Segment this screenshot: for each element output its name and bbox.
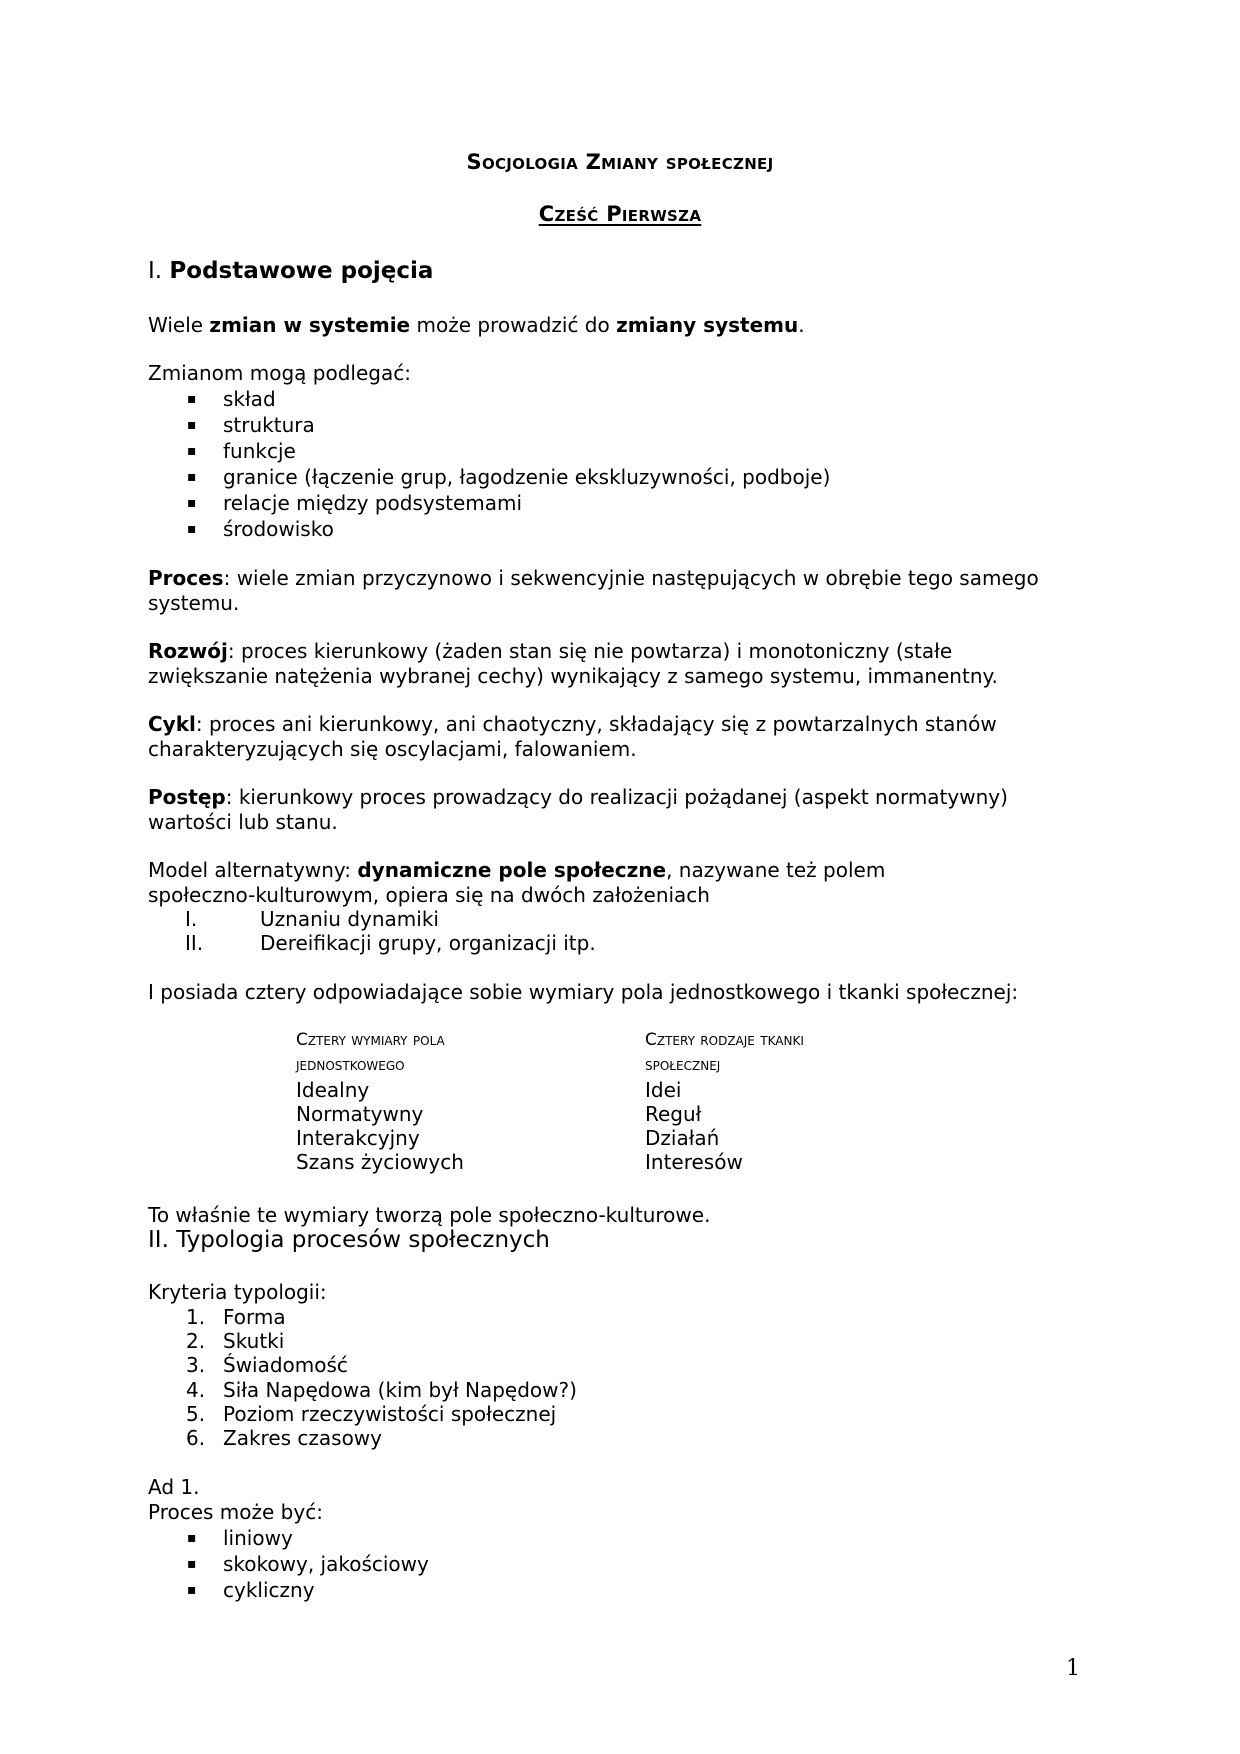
list-item: Świadomość xyxy=(223,1353,348,1377)
section-1-heading xyxy=(148,258,433,284)
roman-number: II. xyxy=(185,931,204,955)
section-1-title: Podstawowe pojęcia xyxy=(169,258,434,284)
model-paragraph-cont: społeczno-kulturowym, opiera się na dwóch założeniach xyxy=(148,883,710,907)
document-subtitle: Cześć Pierwsza xyxy=(538,202,702,226)
dimensions-intro: I posiada cztery odpowiadające sobie wymiary pola jednostkowego i tkanki społecznej: xyxy=(148,980,1019,1004)
list-number: 2. xyxy=(186,1329,206,1353)
definition-cykl: Cykl: proces ani kierunkowy, ani chaotyczny, składający się z powtarzalnych stanów xyxy=(148,712,997,736)
page-number: 1 xyxy=(1066,1656,1080,1681)
bullet-icon: ▪ xyxy=(187,1530,197,1546)
list-item: granice (łączenie grup, łagodzenie ekskluzywności, podboje) xyxy=(223,465,831,489)
list-number: 6. xyxy=(186,1426,206,1450)
list-number: 5. xyxy=(186,1402,206,1426)
list-item: skład xyxy=(223,387,276,411)
list-item: cykliczny xyxy=(223,1578,315,1602)
list-item: skokowy, jakościowy xyxy=(223,1552,429,1576)
dimensions-outro: To właśnie te wymiary tworzą pole społeczno-kulturowe. xyxy=(148,1203,711,1227)
bullet-icon: ▪ xyxy=(187,1556,197,1572)
table-header: Cztery rodzaje tkanki xyxy=(645,1030,804,1050)
section-1-number: I. xyxy=(148,258,163,284)
list-item: środowisko xyxy=(223,517,334,541)
list-number: 1. xyxy=(186,1305,206,1329)
definition-proces-cont: systemu. xyxy=(148,591,240,615)
list-item: Dereifikacji grupy, organizacji itp. xyxy=(260,931,596,955)
bullet-icon: ▪ xyxy=(187,521,197,537)
list-number: 4. xyxy=(186,1378,206,1402)
bullet-icon: ▪ xyxy=(187,1582,197,1598)
table-cell: Interakcyjny xyxy=(296,1126,420,1150)
list-item: Siła Napędowa (kim był Napędow?) xyxy=(223,1378,577,1402)
definition-rozwoj-cont: zwiększanie natężenia wybranej cechy) wynikający z samego systemu, immanentny. xyxy=(148,664,998,688)
list-item: funkcje xyxy=(223,439,296,463)
table-cell: Działań xyxy=(645,1126,720,1150)
definition-postep: Postęp: kierunkowy proces prowadzący do realizacji pożądanej (aspekt normatywny) xyxy=(148,785,1008,809)
definition-proces: Proces: wiele zmian przyczynowo i sekwencyjnie następujących w obrębie tego samego xyxy=(148,566,1039,590)
table-header: społecznej xyxy=(645,1055,721,1075)
bullet-icon: ▪ xyxy=(187,391,197,407)
list-item: liniowy xyxy=(223,1526,293,1550)
bullet-icon: ▪ xyxy=(187,443,197,459)
bullet-icon: ▪ xyxy=(187,469,197,485)
table-header: Cztery wymiary pola xyxy=(296,1030,445,1050)
list-item: Skutki xyxy=(223,1329,285,1353)
process-label: Proces może być: xyxy=(148,1500,323,1524)
list-item: Poziom rzeczywistości społecznej xyxy=(223,1402,557,1426)
table-cell: Reguł xyxy=(645,1102,702,1126)
changes-label: Zmianom mogą podlegać: xyxy=(148,361,411,385)
list-item: Forma xyxy=(223,1305,286,1329)
table-cell: Szans życiowych xyxy=(296,1150,464,1174)
definition-postep-cont: wartości lub stanu. xyxy=(148,810,338,834)
list-number: 3. xyxy=(186,1353,206,1377)
table-header: jednostkowego xyxy=(296,1055,405,1075)
ad-1-label: Ad 1. xyxy=(148,1475,200,1499)
definition-rozwoj: Rozwój: proces kierunkowy (żaden stan się nie powtarza) i monotoniczny (stałe xyxy=(148,639,953,663)
list-item: Uznaniu dynamiki xyxy=(260,907,439,931)
table-cell: Idealny xyxy=(296,1078,370,1102)
section-2-heading: II. Typologia procesów społecznych xyxy=(148,1227,550,1253)
list-item: Zakres czasowy xyxy=(223,1426,383,1450)
definition-cykl-cont: charakteryzujących się oscylacjami, falowaniem. xyxy=(148,737,637,761)
table-cell: Idei xyxy=(645,1078,682,1102)
criteria-label: Kryteria typologii: xyxy=(148,1280,327,1304)
document-title: Socjologia Zmiany społecznej xyxy=(466,150,774,174)
intro-paragraph: Wiele zmian w systemie może prowadzić do zmiany systemu. xyxy=(148,313,805,337)
table-cell: Normatywny xyxy=(296,1102,424,1126)
list-item: relacje między podsystemami xyxy=(223,491,523,515)
bullet-icon: ▪ xyxy=(187,495,197,511)
bullet-icon: ▪ xyxy=(187,417,197,433)
table-cell: Interesów xyxy=(645,1150,743,1174)
roman-number: I. xyxy=(185,907,198,931)
model-paragraph: Model alternatywny: dynamiczne pole społeczne, nazywane też polem xyxy=(148,858,886,882)
list-item: struktura xyxy=(223,413,315,437)
